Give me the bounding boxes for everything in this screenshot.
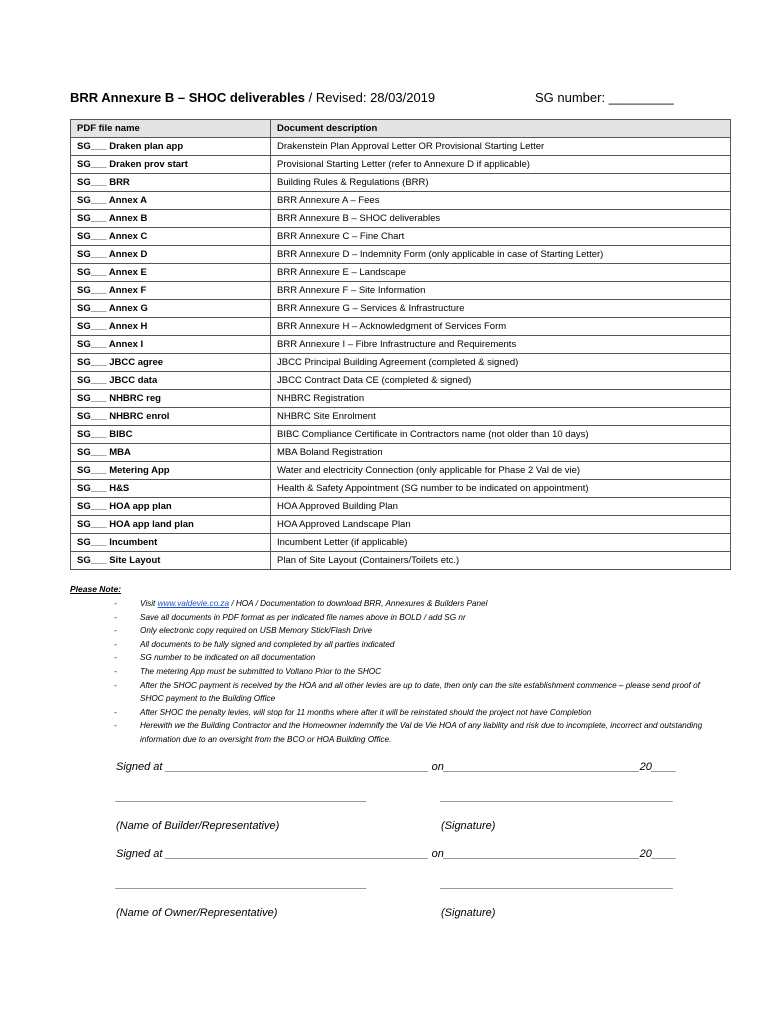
note-text: Only electronic copy required on USB Memory Stick/Flash Drive <box>140 626 373 636</box>
pdf-file-name: SG___ Annex D <box>71 246 271 264</box>
valdevie-link[interactable]: www.valdevie.co.za <box>157 599 230 608</box>
document-description: Health & Safety Appointment (SG number to be indicated on appointment) <box>271 480 731 498</box>
table-row <box>71 444 731 462</box>
pdf-file-name: SG___ HOA app plan <box>71 498 271 516</box>
document-description: BRR Annexure B – SHOC deliverables <box>271 210 731 228</box>
builder-signature-line: ______________________________________ <box>441 791 674 803</box>
note-text: The metering App must be submitted to Voltano Prior to the SHOC <box>140 666 382 676</box>
pdf-file-name: SG___ Draken prov start <box>71 156 271 174</box>
document-description: HOA Approved Landscape Plan <box>271 516 731 534</box>
note-dash: - <box>114 721 117 731</box>
pdf-file-name: SG___ NHBRC reg <box>71 390 271 408</box>
note-text: After the SHOC payment is received by the HOA and all other levies are up to date, then only can the site establishment commence – please send proof of SHOC payment to the Building Office <box>140 680 700 704</box>
owner-name-line: _________________________________________ <box>116 878 367 890</box>
table-row <box>71 408 731 426</box>
document-description: Provisional Starting Letter (refer to Annexure D if applicable) <box>271 156 731 174</box>
table-row <box>71 354 731 372</box>
table-row <box>71 426 731 444</box>
table-row <box>71 264 731 282</box>
builder-signature-label: (Signature) <box>441 820 496 832</box>
table-row <box>71 138 731 156</box>
document-description: HOA Approved Building Plan <box>271 498 731 516</box>
pdf-file-name: SG___ Annex G <box>71 300 271 318</box>
pdf-file-name: SG___ Annex A <box>71 192 271 210</box>
document-header <box>70 90 710 110</box>
note-text: SG number to be indicated on all documentation <box>140 653 316 663</box>
pdf-file-name: SG___ Draken plan app <box>71 138 271 156</box>
sg-number-field: SG number: _________ <box>535 90 674 105</box>
document-description: BIBC Compliance Certificate in Contractors name (not older than 10 days) <box>271 426 731 444</box>
table-row <box>71 480 731 498</box>
note-text: All documents to be fully signed and completed by all parties indicated <box>140 639 395 649</box>
note-dash: - <box>114 666 117 676</box>
table-row <box>71 210 731 228</box>
signed-at-line-owner: Signed at ___________________________________________ on________________________________20____ <box>116 848 677 860</box>
note-dash: - <box>114 626 117 636</box>
note-item <box>114 651 714 665</box>
note-item <box>114 638 714 652</box>
pdf-file-name: SG___ H&S <box>71 480 271 498</box>
owner-name-label: (Name of Owner/Representative) <box>116 907 278 919</box>
pdf-file-name: SG___ BIBC <box>71 426 271 444</box>
table-row <box>71 372 731 390</box>
document-description: Plan of Site Layout (Containers/Toilets etc.) <box>271 552 731 570</box>
column-header-file-name: PDF file name <box>71 120 271 138</box>
table-row <box>71 174 731 192</box>
note-item <box>114 611 714 625</box>
document-description: Drakenstein Plan Approval Letter OR Provisional Starting Letter <box>271 138 731 156</box>
table-row <box>71 228 731 246</box>
note-item <box>114 706 714 720</box>
document-description: BRR Annexure C – Fine Chart <box>271 228 731 246</box>
pdf-file-name: SG___ BRR <box>71 174 271 192</box>
document-description: BRR Annexure F – Site Information <box>271 282 731 300</box>
note-dash: - <box>114 612 117 622</box>
document-description: Water and electricity Connection (only applicable for Phase 2 Val de vie) <box>271 462 731 480</box>
document-description: BRR Annexure I – Fibre Infrastructure and Requirements <box>271 336 731 354</box>
owner-signature-label: (Signature) <box>441 907 496 919</box>
document-title: BRR Annexure B – SHOC deliverables <box>70 90 306 105</box>
owner-signature-line: ______________________________________ <box>441 878 674 890</box>
table-header-row <box>71 120 731 138</box>
please-note-label: Please Note: <box>70 584 122 594</box>
document-description: BRR Annexure H – Acknowledgment of Services Form <box>271 318 731 336</box>
note-item <box>114 719 714 746</box>
table-row <box>71 534 731 552</box>
pdf-file-name: SG___ Annex E <box>71 264 271 282</box>
table-row <box>71 282 731 300</box>
builder-name-line: _________________________________________ <box>116 791 367 803</box>
pdf-file-name: SG___ Annex B <box>71 210 271 228</box>
pdf-file-name: SG___ Annex C <box>71 228 271 246</box>
note-text: Herewith we the Building Contractor and the Homeowner indemnify the Val de Vie HOA of any liability and risk due to incomplete, incorrect and outstanding information due to an oversight from the BCO or HOA Building Office. <box>140 721 703 744</box>
pdf-file-name: SG___ JBCC data <box>71 372 271 390</box>
notes-list <box>114 597 714 747</box>
note-text: Save all documents in PDF format as per indicated file names above in BOLD / add SG nr <box>140 612 466 622</box>
table-row <box>71 192 731 210</box>
pdf-file-name: SG___ Annex H <box>71 318 271 336</box>
table-row <box>71 498 731 516</box>
pdf-file-name: SG___ Annex I <box>71 336 271 354</box>
note-visit-suffix: / HOA / Documentation to download BRR, Annexures & Builders Panel <box>229 599 488 608</box>
note-dash: - <box>114 680 117 690</box>
pdf-file-name: SG___ Metering App <box>71 462 271 480</box>
note-dash: - <box>114 653 117 663</box>
signed-at-line-builder: Signed at ___________________________________________ on________________________________20____ <box>116 761 677 773</box>
note-item <box>114 597 714 611</box>
document-description: Incumbent Letter (if applicable) <box>271 534 731 552</box>
note-dash: - <box>114 599 117 608</box>
document-description: BRR Annexure D – Indemnity Form (only applicable in case of Starting Letter) <box>271 246 731 264</box>
document-description: NHBRC Site Enrolment <box>271 408 731 426</box>
table-row <box>71 318 731 336</box>
document-description: JBCC Contract Data CE (completed & signed) <box>271 372 731 390</box>
document-description: MBA Boland Registration <box>271 444 731 462</box>
document-description: BRR Annexure E – Landscape <box>271 264 731 282</box>
document-description: JBCC Principal Building Agreement (completed & signed) <box>271 354 731 372</box>
document-description: NHBRC Registration <box>271 390 731 408</box>
table-row <box>71 390 731 408</box>
document-description: BRR Annexure G – Services & Infrastructure <box>271 300 731 318</box>
note-item <box>114 679 714 706</box>
note-item <box>114 624 714 638</box>
pdf-file-name: SG___ NHBRC enrol <box>71 408 271 426</box>
note-dash: - <box>114 707 117 717</box>
pdf-file-name: SG___ Incumbent <box>71 534 271 552</box>
note-item <box>114 665 714 679</box>
note-dash: - <box>114 639 117 649</box>
pdf-file-name: SG___ MBA <box>71 444 271 462</box>
table-row <box>71 552 731 570</box>
pdf-file-name: SG___ JBCC agree <box>71 354 271 372</box>
table-row <box>71 462 731 480</box>
table-row <box>71 516 731 534</box>
table-row <box>71 246 731 264</box>
document-description: Building Rules & Regulations (BRR) <box>271 174 731 192</box>
note-text: After SHOC the penalty levies, will stop for 11 months where after it will be reinstated should the project not have Completion <box>140 707 592 717</box>
document-description: BRR Annexure A – Fees <box>271 192 731 210</box>
table-row <box>71 300 731 318</box>
table-row <box>71 156 731 174</box>
pdf-file-name: SG___ Site Layout <box>71 552 271 570</box>
note-visit-prefix: Visit <box>140 599 158 608</box>
revision-date: / Revised: 28/03/2019 <box>305 90 436 105</box>
table-body <box>71 138 731 570</box>
pdf-file-name: SG___ HOA app land plan <box>71 516 271 534</box>
column-header-description: Document description <box>271 120 731 138</box>
pdf-file-name: SG___ Annex F <box>71 282 271 300</box>
table-row <box>71 336 731 354</box>
deliverables-table <box>70 119 731 570</box>
builder-name-label: (Name of Builder/Representative) <box>116 820 280 832</box>
